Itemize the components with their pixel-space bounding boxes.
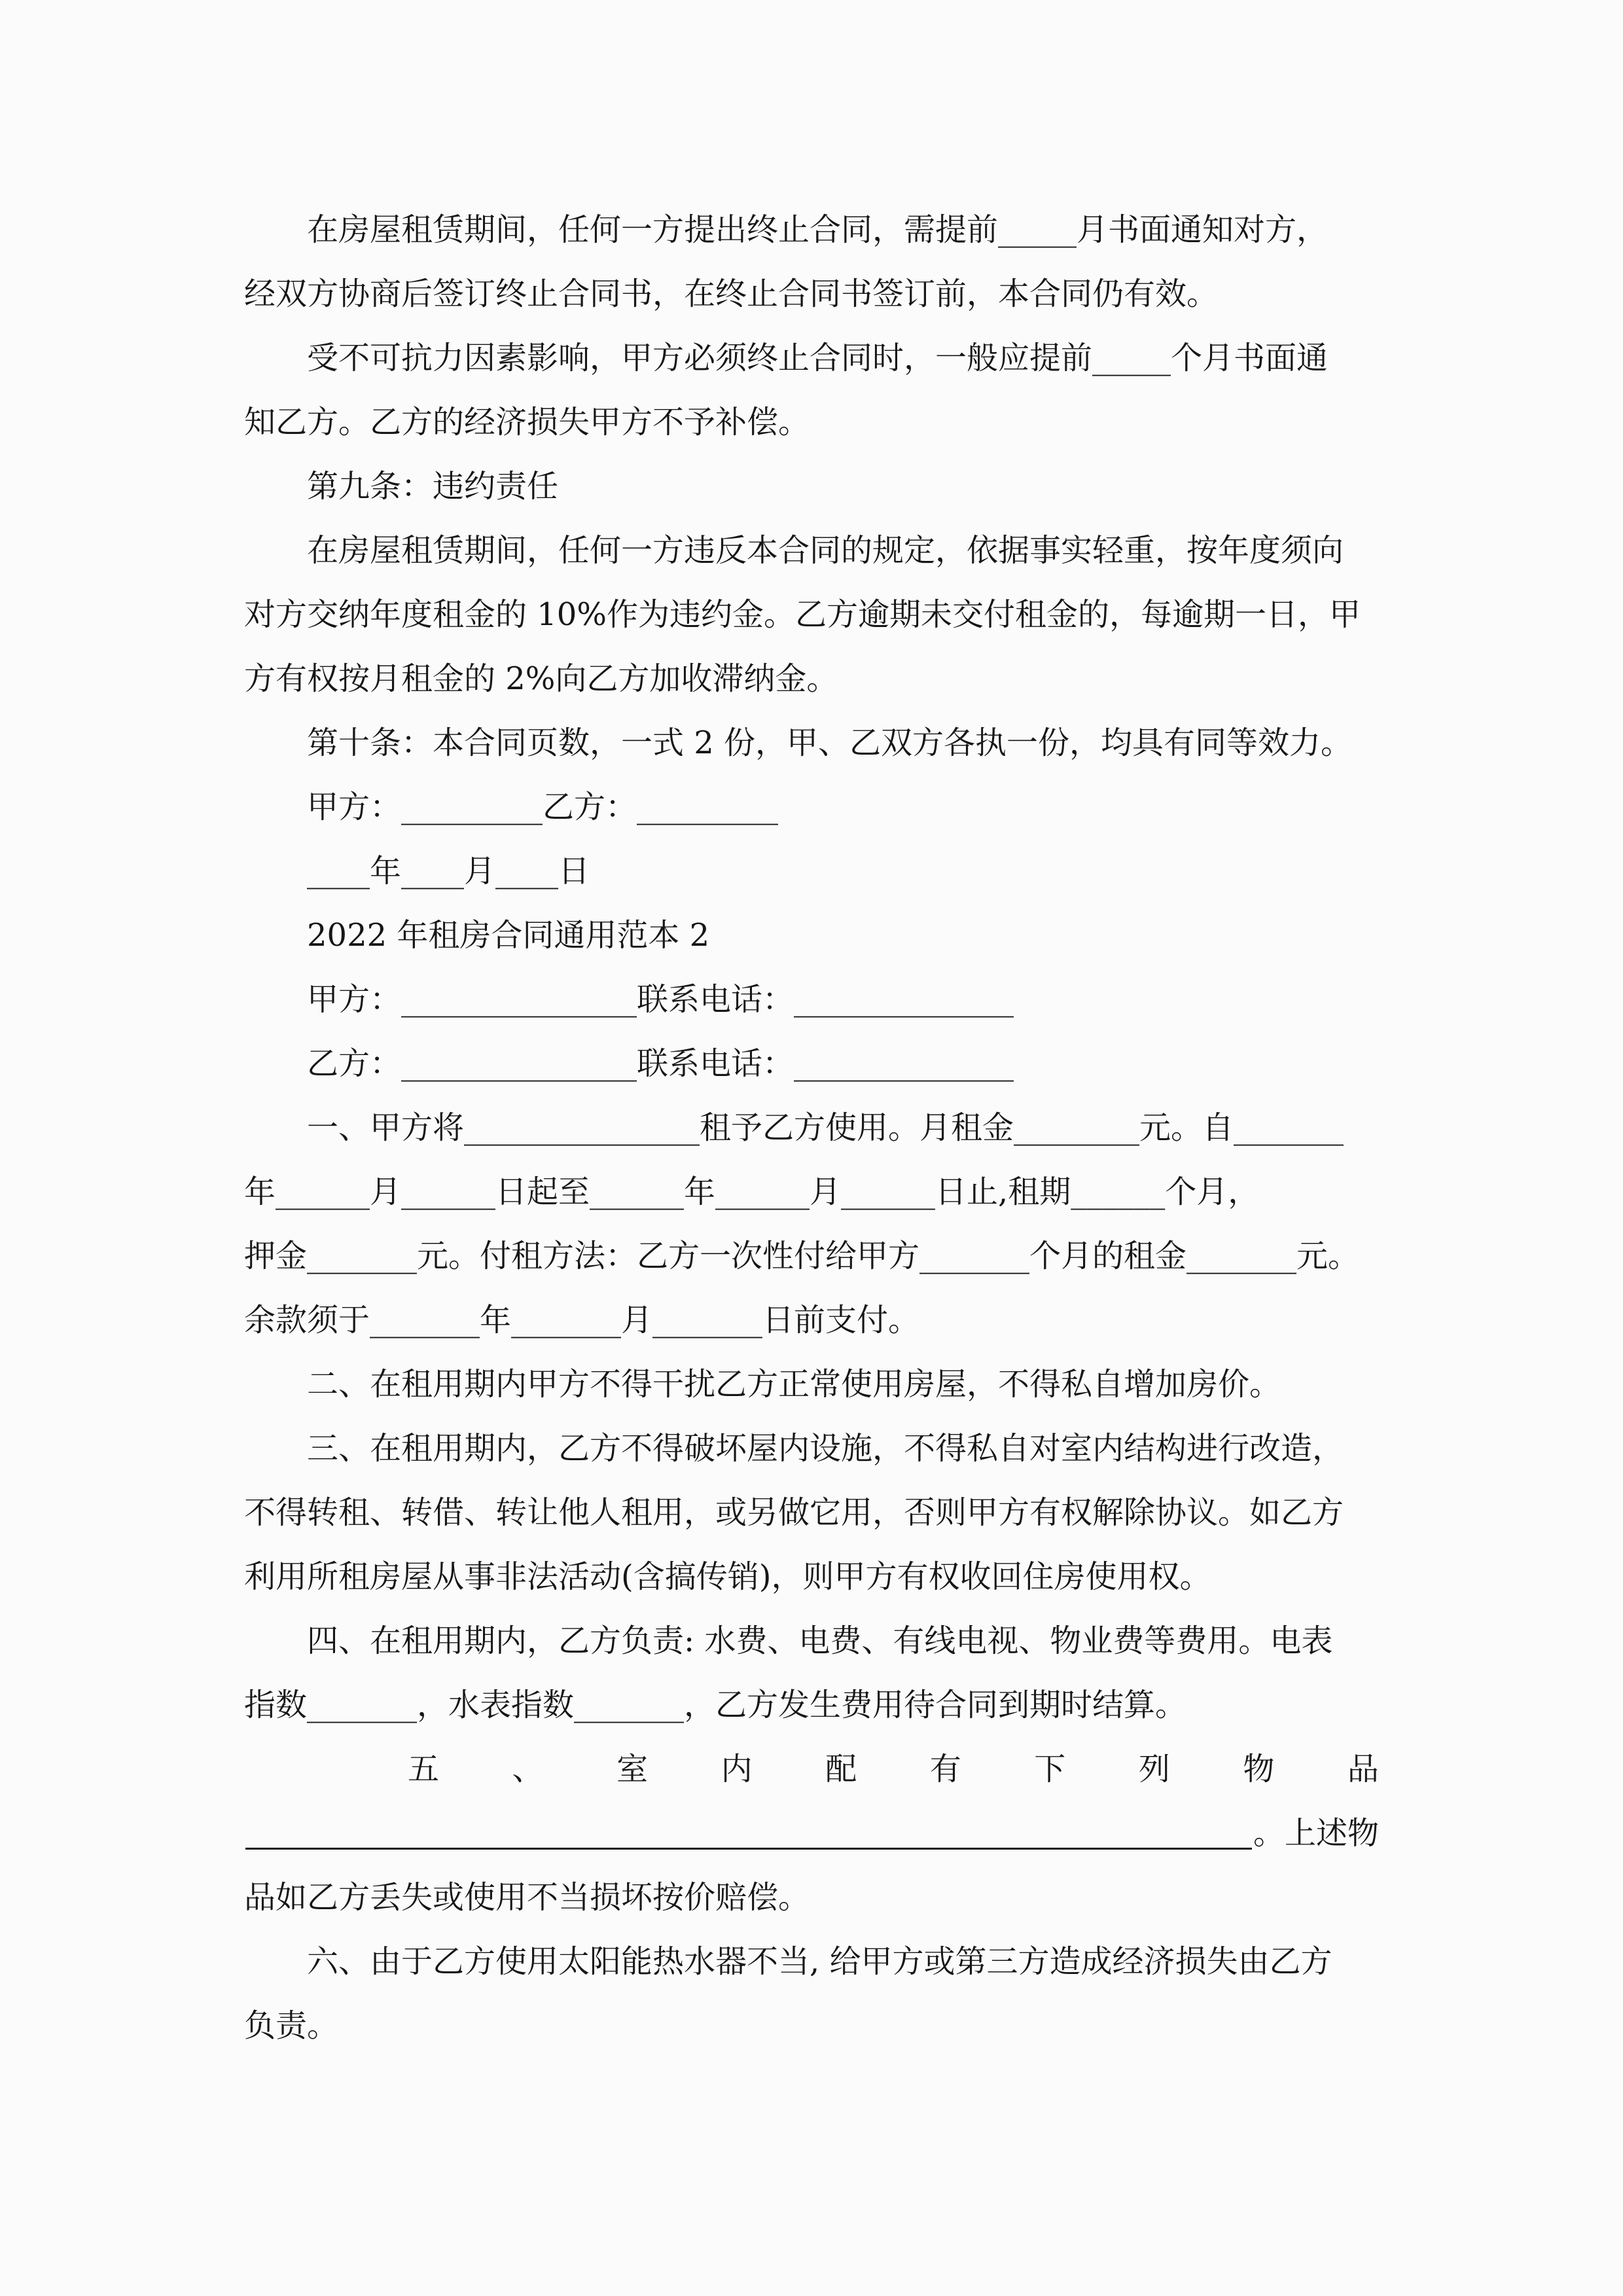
stretched-char: 品: [1347, 1751, 1379, 1787]
document-line: 方有权按月租金的 2%向乙方加收滞纳金。: [244, 660, 838, 697]
stretched-char: 配: [825, 1751, 857, 1787]
document-line: 六、由于乙方使用太阳能热水器不当, 给甲方或第三方造成经济损失由乙方: [307, 1943, 1332, 1980]
document-line: 年______月______日起至______年______月______日止,租期______个月，: [244, 1174, 1260, 1210]
document-line: 在房屋租赁期间，任何一方提出终止合同，需提前_____月书面通知对方，: [307, 211, 1329, 248]
stretched-char: 五: [408, 1751, 440, 1787]
document-line: 指数_______，水表指数_______，乙方发生费用待合同到期时结算。: [244, 1687, 1187, 1723]
document-line: 对方交纳年度租金的 10%作为违约金。乙方逾期未交付租金的，每逾期一日，甲: [244, 596, 1361, 633]
date-line: ____年____月____日: [307, 853, 590, 889]
document-line: 知乙方。乙方的经济损失甲方不予补偿。: [244, 404, 810, 440]
stretched-char: 列: [1138, 1751, 1170, 1787]
stretched-char: 物: [1243, 1751, 1275, 1787]
stretched-char: 室: [616, 1751, 649, 1787]
signature-line: 甲方：_________乙方：_________: [307, 789, 779, 825]
stretched-char: 、: [512, 1751, 544, 1787]
document-line: 二、在租用期内甲方不得干扰乙方正常使用房屋，不得私自增加房价。: [307, 1366, 1281, 1403]
document-line: 负责。: [244, 2007, 339, 2044]
document-line: 受不可抗力因素影响，甲方必须终止合同时，一般应提前_____个月书面通: [307, 340, 1329, 376]
party-a-line: 甲方：_______________联系电话：______________: [307, 981, 1014, 1018]
document-line: 不得转租、转借、转让他人租用，或另做它用，否则甲方有权解除协议。如乙方: [244, 1494, 1344, 1531]
section-title-line: 2022 年租房合同通用范本 2: [307, 917, 710, 954]
document-line: 三、在租用期内，乙方不得破坏屋内设施，不得私自对室内结构进行改造，: [307, 1430, 1344, 1467]
contract-body: [244, 198, 1379, 2058]
party-b-line: 乙方：_______________联系电话：______________: [307, 1045, 1014, 1082]
stretched-char: 内: [721, 1751, 753, 1787]
stretched-char: 下: [1034, 1751, 1066, 1787]
document-line: 押金_______元。付租方法：乙方一次性付给甲方_______个月的租金_______元。: [244, 1238, 1360, 1274]
document-line: 余款须于_______年_______月_______日前支付。: [244, 1302, 920, 1338]
line-text: 。上述物: [1253, 1815, 1379, 1852]
document-line: 一、甲方将_______________租予乙方使用。月租金________元。自_______: [307, 1109, 1344, 1146]
document-line: 利用所租房屋从事非法活动(含搞传销)，则甲方有权收回住房使用权。: [244, 1558, 1211, 1595]
clause-9-heading: 第九条：违约责任: [307, 468, 559, 505]
document-line: 四、在租用期内，乙方负责: 水费、电费、有线电视、物业费等费用。电表: [307, 1623, 1333, 1659]
blank-fill-line: [244, 1801, 1379, 1865]
stretched-char: 有: [929, 1751, 961, 1787]
stretched-line: [244, 1737, 1379, 1801]
blank-underline: [244, 1801, 1253, 1865]
clause-10-heading: 第十条：本合同页数，一式 2 份，甲、乙双方各执一份，均具有同等效力。: [307, 725, 1353, 761]
document-line: 在房屋租赁期间，任何一方违反本合同的规定，依据事实轻重，按年度须向: [307, 532, 1344, 569]
document-line: 品如乙方丢失或使用不当损坏按价赔偿。: [244, 1879, 810, 1916]
document-line: 经双方协商后签订终止合同书，在终止合同书签订前，本合同仍有效。: [244, 276, 1219, 312]
